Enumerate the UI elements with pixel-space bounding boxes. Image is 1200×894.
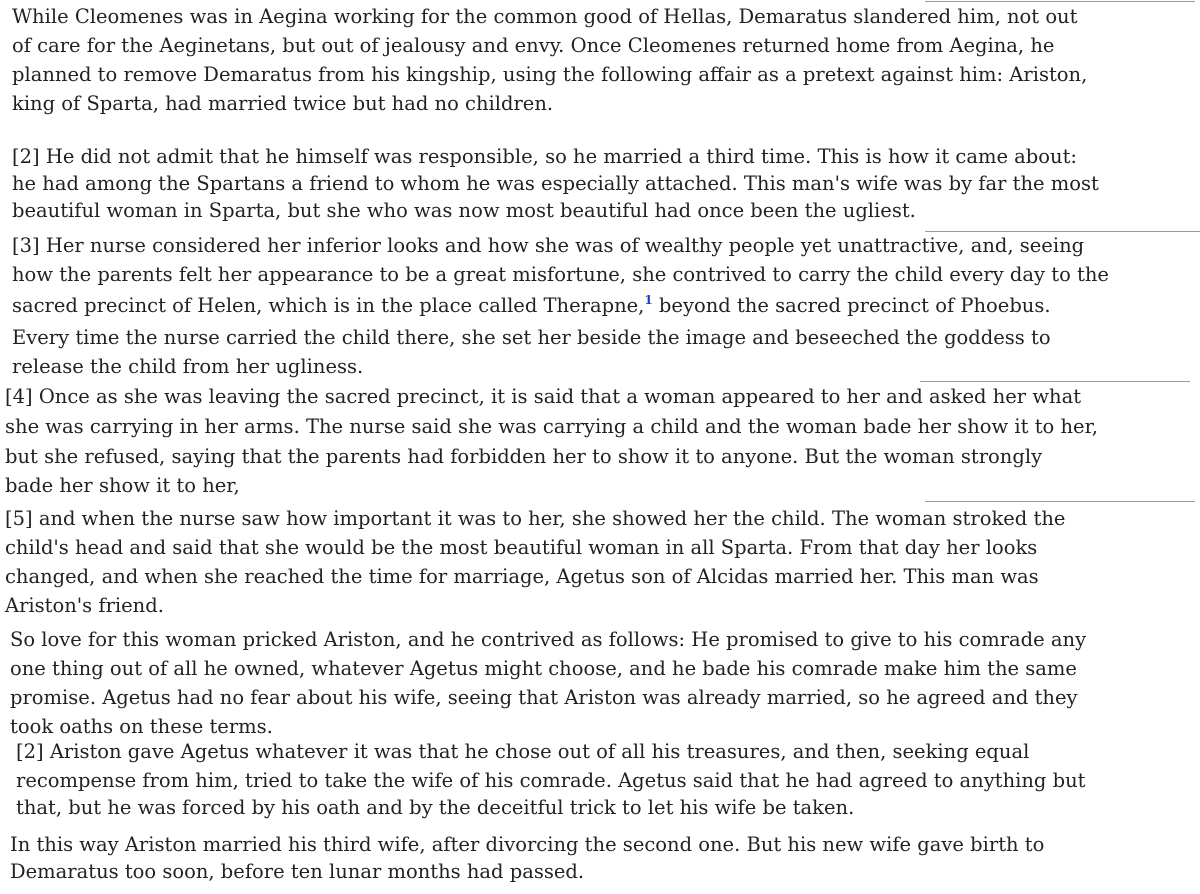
- text-line: [4] Once as she was leaving the sacred precinct, it is said that a woman appeared to her and asked her what: [5, 385, 1082, 408]
- text-line: While Cleomenes was in Aegina working for the common good of Hellas, Demaratus slandered him, not out: [12, 5, 1078, 28]
- text-line: he had among the Spartans a friend to whom he was especially attached. This man's wife was by far the most: [12, 172, 1099, 195]
- text-line: promise. Agetus had no fear about his wife, seeing that Ariston was already married, so he agreed and they: [10, 686, 1078, 709]
- section-divider: [925, 1, 1195, 2]
- text-line: [5] and when the nurse saw how important it was to her, she showed her the child. The woman stroked the: [5, 507, 1066, 530]
- text-line: she was carrying in her arms. The nurse said she was carrying a child and the woman bade her show it to her,: [5, 415, 1098, 438]
- text-line: [3] Her nurse considered her inferior looks and how she was of wealthy people yet unattractive, and, seeing: [12, 234, 1085, 257]
- text-line: In this way Ariston married his third wife, after divorcing the second one. But his new wife gave birth to: [10, 833, 1045, 856]
- text-line: Ariston's friend.: [5, 594, 164, 617]
- text-line: child's head and said that she would be the most beautiful woman in all Sparta. From that day her looks: [5, 536, 1038, 559]
- text-line: bade her show it to her,: [5, 474, 240, 497]
- text-line: king of Sparta, had married twice but had no children.: [12, 92, 554, 115]
- text-line: one thing out of all he owned, whatever Agetus might choose, and he bade his comrade make him the same: [10, 657, 1077, 680]
- text-line: recompense from him, tried to take the wife of his comrade. Agetus said that he had agreed to anything but: [16, 769, 1086, 792]
- text-line: [2] Ariston gave Agetus whatever it was that he chose out of all his treasures, and then, seeking equal: [16, 740, 1030, 763]
- text-line: how the parents felt her appearance to be a great misfortune, she contrived to carry the child every day to the: [12, 263, 1109, 286]
- section-divider: [920, 381, 1190, 382]
- text-line: beautiful woman in Sparta, but she who was now most beautiful had once been the ugliest.: [12, 199, 916, 222]
- text-line: but she refused, saying that the parents had forbidden her to show it to anyone. But the woman strongly: [5, 445, 1043, 468]
- text-line: took oaths on these terms.: [10, 715, 273, 738]
- text-line: planned to remove Demaratus from his kingship, using the following affair as a pretext against him: Ariston,: [12, 63, 1088, 86]
- text-line: So love for this woman pricked Ariston, and he contrived as follows: He promised to give to his comrade any: [10, 628, 1087, 651]
- text-line: that, but he was forced by his oath and by the deceitful trick to let his wife be taken.: [16, 796, 855, 819]
- text-line: of care for the Aeginetans, but out of jealousy and envy. Once Cleomenes returned home from Aegina, he: [12, 34, 1055, 57]
- text-line: sacred precinct of Helen, which is in the place called Therapne,$^1$ beyond the sacred precinct of Phoebus.: [12, 293, 1051, 317]
- text-line: Demaratus too soon, before ten lunar months had passed.: [10, 860, 585, 883]
- text-line: release the child from her ugliness.: [12, 355, 364, 378]
- text-line: [2] He did not admit that he himself was responsible, so he married a third time. This is how it came about:: [12, 145, 1077, 168]
- section-divider: [925, 501, 1195, 502]
- footnote-link[interactable]: 1: [644, 293, 653, 307]
- text-line: changed, and when she reached the time for marriage, Agetus son of Alcidas married her. This man was: [5, 565, 1039, 588]
- text-span: beyond the sacred precinct of Phoebus.: [652, 294, 1051, 317]
- text-line: Every time the nurse carried the child there, she set her beside the image and beseeched the goddess to: [12, 326, 1051, 349]
